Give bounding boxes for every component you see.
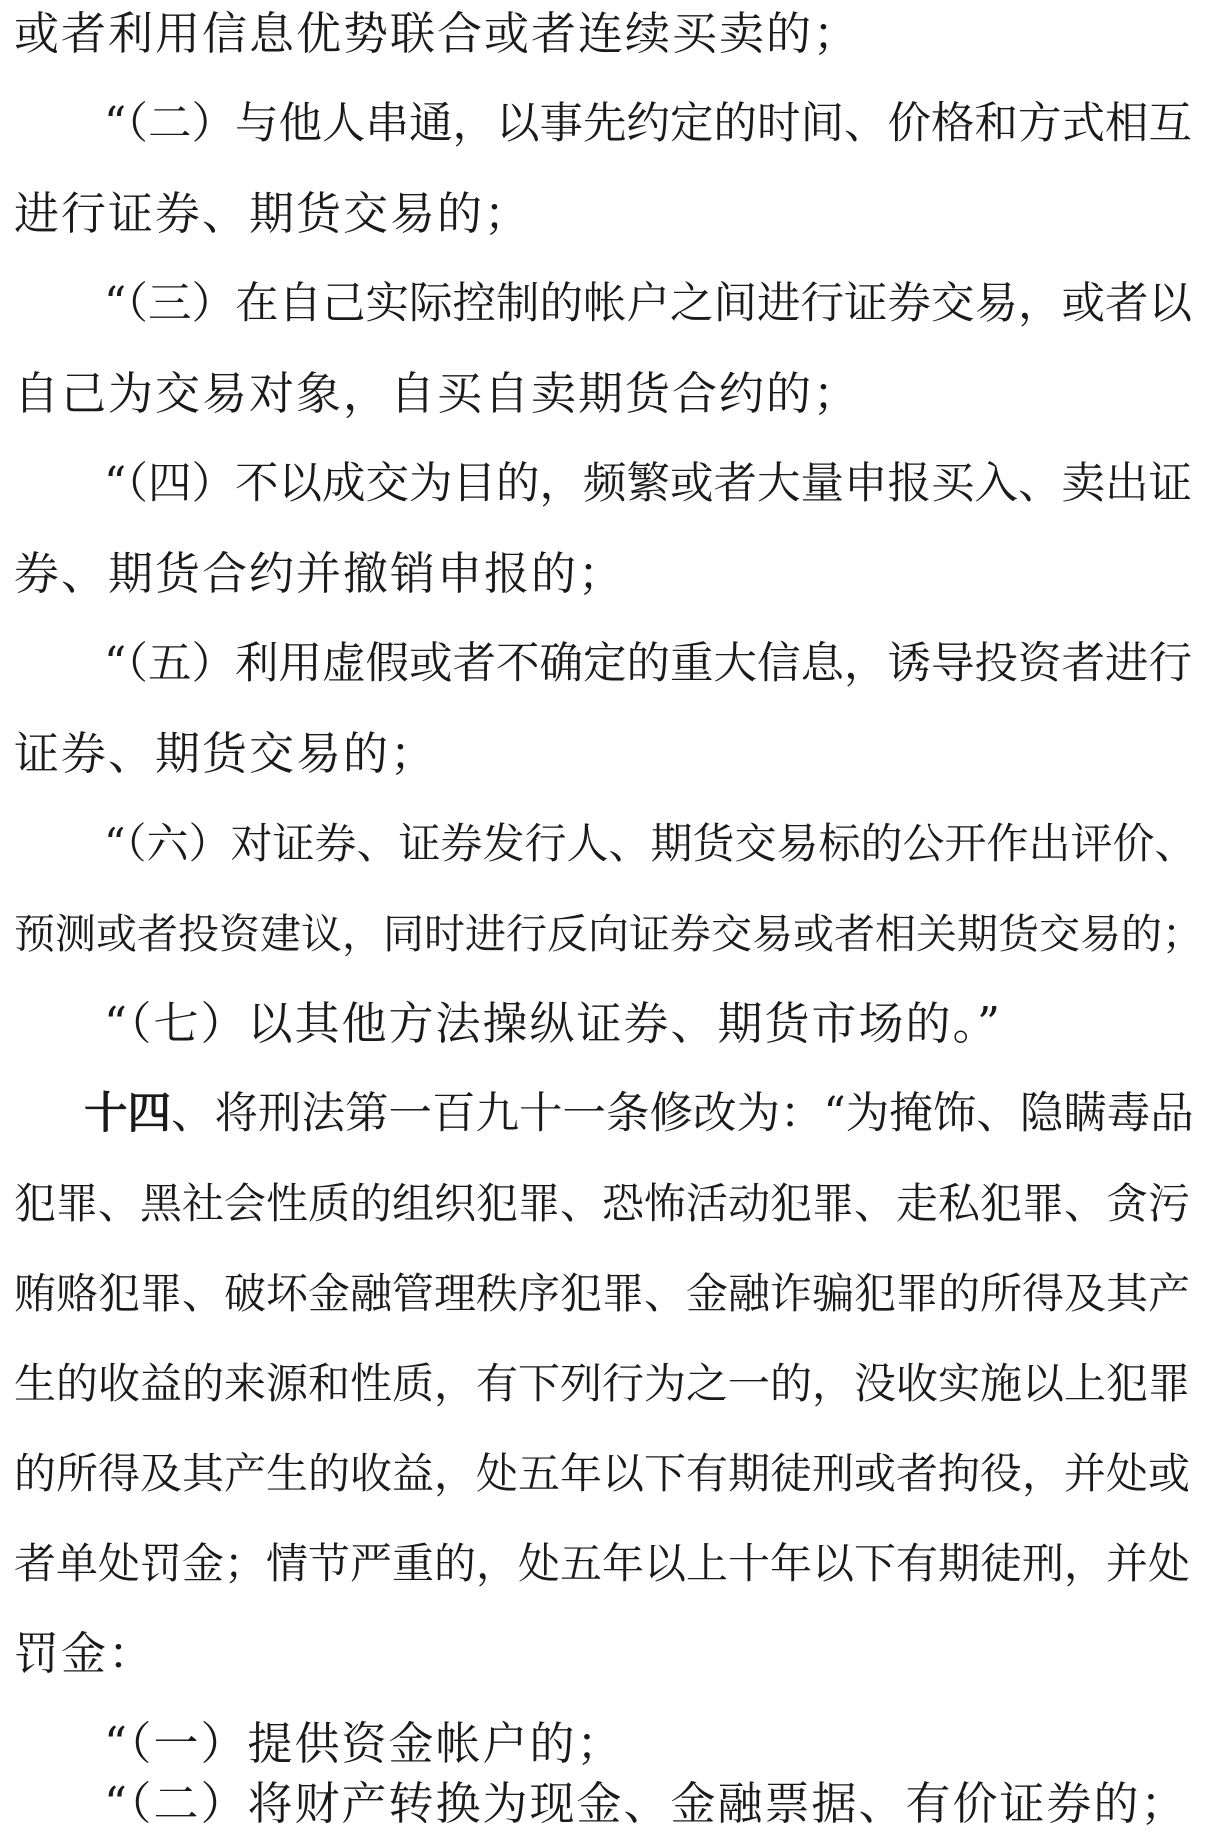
text-line: 券、期货合约并撤销申报的； (14, 547, 626, 600)
section-heading: 十四 (84, 1088, 171, 1139)
clause-item-2: “（二）与他人串通，以事先约定的时间、价格和方式相互 (104, 99, 1192, 149)
text-line: 预测或者投资建议，同时进行反向证券交易或者相关期货交易的； (14, 910, 1203, 958)
clause-item-4: “（四）不以成交为目的，频繁或者大量申报买入、卖出证 (104, 459, 1192, 509)
text-line: 犯罪、黑社会性质的组织犯罪、恐怖活动犯罪、走私犯罪、贪污 (14, 1179, 1191, 1228)
text-line: 证券、期货交易的； (14, 727, 438, 780)
text-line: 贿赂犯罪、破坏金融管理秩序犯罪、金融诈骗犯罪的所得及其产 (14, 1269, 1191, 1318)
clause-item-5: “（五）利用虚假或者不确定的重大信息，诱导投资者进行 (104, 639, 1192, 689)
text-line: 者单处罚金；情节严重的，处五年以上十年以下有期徒刑，并处 (14, 1539, 1191, 1588)
text-line: 的所得及其产生的收益，处五年以下有期徒刑或者拘役，并处或 (14, 1449, 1191, 1498)
section-paragraph-start (84, 1084, 1194, 1144)
clause-item-1: “（一）提供资金帐户的； (104, 1717, 624, 1770)
text-line: 自己为交易对象，自买自卖期货合约的； (14, 367, 861, 420)
text-line: 进行证券、期货交易的； (14, 187, 532, 240)
clause-item-7: “（七）以其他方法操纵证券、期货市场的。” (104, 997, 1003, 1050)
section-text: 、将刑法第一百九十一条修改为：“为掩饰、隐瞒毒品 (171, 1089, 1194, 1139)
clause-item-2b: “（二）将财产转换为现金、金融票据、有价证券的； (104, 1777, 1188, 1830)
text-line: 生的收益的来源和性质，有下列行为之一的，没收实施以上犯罪 (14, 1359, 1191, 1408)
text-line: 罚金： (14, 1627, 156, 1680)
clause-item-6: “（六）对证券、证券发行人、期货交易标的公开作出评价、 (104, 819, 1197, 868)
text-line: 或者利用信息优势联合或者连续买卖的； (14, 7, 861, 60)
clause-item-3: “（三）在自己实际控制的帐户之间进行证券交易，或者以 (104, 279, 1192, 329)
